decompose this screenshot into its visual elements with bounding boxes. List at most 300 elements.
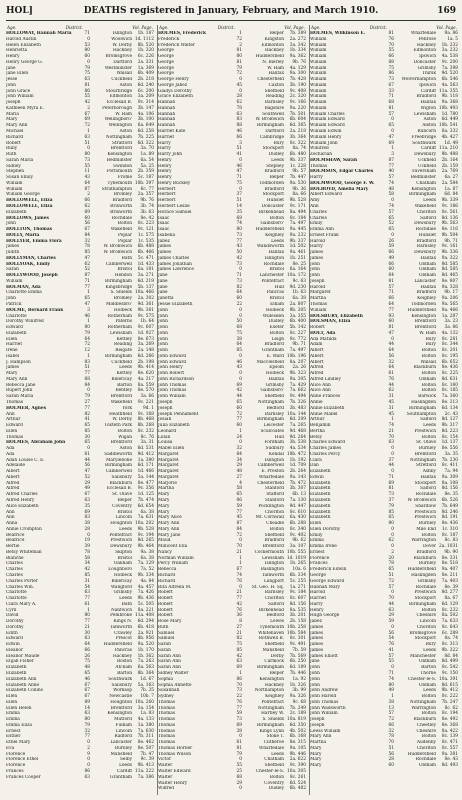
- entry-name: Arthur: [310, 417, 325, 423]
- entry-vol-page: 6d. 129: [441, 601, 458, 607]
- entry-vol-page: 8e. 315: [289, 740, 306, 746]
- entry-age: 81: [236, 59, 242, 65]
- entry-district: Holbeck: [113, 572, 132, 578]
- entry-name: William: [310, 77, 327, 83]
- entry-name: Harry John: [158, 152, 183, 158]
- entry-vol-page: 8a. 74: [292, 146, 306, 152]
- entry-name: Robert: [158, 601, 173, 607]
- entry-name: John: [6, 296, 16, 302]
- entry-vol-page: 3b. 483: [289, 405, 306, 411]
- entry-name: Kathleen Myra E.: [6, 105, 45, 111]
- entry-vol-page: 9c. 314: [137, 100, 154, 106]
- entry-district: Lewes: [270, 619, 284, 625]
- entry-age: 42: [236, 388, 242, 394]
- entry-district: Brentford: [110, 705, 132, 711]
- entry-vol-page: 8d. 631: [441, 376, 458, 382]
- entry-name: Isabella: [158, 232, 176, 238]
- entry-district: Rotherham: [107, 325, 132, 331]
- entry-vol-page: 9d. 264: [289, 434, 306, 440]
- entry-district: Saddleworth: [104, 451, 132, 457]
- entry-name: James: [158, 244, 172, 250]
- entry-district: Bradford: [416, 238, 436, 244]
- entry-district: Birmingham: [257, 417, 284, 423]
- entry-vol-page: 3a. 70: [140, 146, 154, 152]
- entry-district: W. Ham: [419, 330, 436, 336]
- entry-vol-page: 1c. 535: [137, 238, 154, 244]
- entry-district: Woolwich: [111, 36, 132, 42]
- entry-vol-page: 9c. 68: [292, 699, 306, 705]
- entry-age: 71: [388, 670, 394, 676]
- entry-vol-page: 8d. 127: [441, 417, 458, 423]
- entry-vol-page: 8d. 223: [441, 428, 458, 434]
- entry-age: 3: [391, 152, 394, 158]
- entry-vol-page: 3a. 271: [137, 273, 154, 279]
- entry-district: Blackburn: [413, 365, 436, 371]
- entry-district: Grimsby: [113, 590, 132, 596]
- entry-name: John Thomas: [310, 699, 339, 705]
- entry-district: Nantwich: [110, 607, 132, 613]
- entry-district: Gainsboro': [260, 388, 284, 394]
- entry-age: 57: [388, 111, 394, 117]
- entry-age: 57: [388, 584, 394, 590]
- entry-age: 0: [391, 526, 394, 532]
- entry-vol-page: 6b. 466: [137, 250, 154, 256]
- entry-name: Winifred: [310, 146, 329, 152]
- entry-age: 52: [84, 474, 90, 480]
- entry-name: Harry: [310, 244, 323, 250]
- entry-name: Thomas: [158, 728, 176, 734]
- entry-vol-page: 4a. 317: [137, 376, 154, 382]
- entry-vol-page: 8a. 221: [137, 607, 154, 613]
- entry-name: Joseph: [310, 717, 325, 723]
- entry-name: Edward: [6, 636, 23, 642]
- entry-district: Oldham: [418, 682, 436, 688]
- entry-age: 85: [236, 348, 242, 354]
- entry-name: Sarah: [6, 267, 19, 273]
- entry-vol-page: 9a. 530: [289, 180, 306, 186]
- entry-district: Mt. Cornwall: [255, 515, 284, 521]
- entry-district: Pembroke: [110, 613, 132, 619]
- entry-age: 69: [388, 140, 394, 146]
- entry-district: Chesterfield: [257, 480, 284, 486]
- entry-age: 27: [236, 624, 242, 630]
- entry-vol-page: 6d. 171: [137, 463, 154, 469]
- entry-name: Ada: [6, 446, 15, 452]
- entry-vol-page: 8c. 194: [441, 711, 458, 717]
- entry-vol-page: 9b. 528: [289, 198, 306, 204]
- entry-name: Thomas: [158, 699, 176, 705]
- entry-district: Reading: [114, 342, 132, 348]
- entry-vol-page: 9c. 39: [140, 757, 154, 763]
- entry-vol-page: 6b. 400: [289, 319, 306, 325]
- entry-district: Hackney: [264, 48, 284, 54]
- entry-age: 69: [236, 722, 242, 728]
- entry-district: Dartford: [113, 59, 132, 65]
- entry-name: James: [310, 255, 324, 261]
- entry-age: 60: [388, 267, 394, 273]
- entry-age: 77: [84, 371, 90, 377]
- entry-age: 71: [388, 94, 394, 100]
- entry-name: HOLMES, Abraham John: [6, 440, 66, 446]
- entry-name: Dorothy: [6, 624, 24, 630]
- entry-vol-page: 6c. 289: [441, 630, 458, 636]
- entry-name: Mary: [6, 371, 18, 377]
- entry-age: 60: [388, 763, 394, 769]
- entry-vol-page: 9b. 413: [137, 763, 154, 769]
- entry-district: Sculcoates: [260, 428, 284, 434]
- entry-age: 67: [84, 688, 90, 694]
- entry-name: HOLLTON, Thomas: [6, 227, 53, 233]
- entry-age: 80: [236, 227, 242, 233]
- entry-district: Chorlton: [416, 209, 436, 215]
- entry-name: HOLMAN, Ada: [6, 284, 41, 290]
- entry-name: Victor: [158, 757, 172, 763]
- entry-age: 0: [391, 446, 394, 452]
- entry-vol-page: 10b. 584: [286, 630, 306, 636]
- entry-vol-page: 1a. 89: [140, 152, 154, 158]
- entry-name: Frederick: [158, 36, 180, 42]
- entry-district: Haslingden: [411, 572, 436, 578]
- entry-vol-page: 7a. 403: [441, 578, 458, 584]
- entry-district: W. Bromwich: [103, 250, 132, 256]
- entry-age: 67: [84, 227, 90, 233]
- entry-vol-page: 8d. 585: [441, 267, 458, 273]
- entry-district: Bury: [425, 336, 436, 342]
- entry-age: 84: [84, 232, 90, 238]
- entry-vol-page: 8c. 232: [441, 607, 458, 613]
- entry-district: Crawley: [114, 630, 132, 636]
- entry-district: Cambridge: [259, 134, 284, 140]
- entry-name: Isaac: [158, 215, 170, 221]
- entry-name: Albert Edward: [310, 192, 342, 198]
- page-number: 169: [437, 6, 456, 16]
- entry-name: Harriet: [158, 134, 175, 140]
- entry-district: Kingsbridge: [105, 284, 132, 290]
- entry-district: S. Shields: [262, 717, 284, 723]
- entry-district: Coventry: [112, 503, 132, 509]
- entry-age: 65: [236, 492, 242, 498]
- entry-age: 52: [84, 267, 90, 273]
- entry-age: 28: [388, 757, 394, 763]
- entry-vol-page: 8c. 411: [441, 463, 458, 469]
- entry-name: Sarah Maria: [6, 157, 34, 163]
- entry-name: Henry: [158, 169, 172, 175]
- entry-name: Irene: [6, 348, 18, 354]
- entry-name: John Robert: [158, 371, 185, 377]
- entry-name: Elizabeth: [310, 509, 331, 515]
- entry-name: Ann: [6, 509, 15, 515]
- entry-name: John: [158, 325, 168, 331]
- entry-district: Tynemouth: [107, 180, 132, 186]
- entry-district: Southampton: [406, 411, 436, 417]
- entry-age: 45: [388, 411, 394, 417]
- entry-age: 63: [84, 711, 90, 717]
- entry-district: Cheshire: [416, 728, 436, 734]
- entry-name: Rita Alfreda M.: [158, 584, 192, 590]
- entry-vol-page: 6b. 418: [137, 624, 154, 630]
- entry-vol-page: 3b. 147: [137, 105, 154, 111]
- entry-name: Julia Elizabeth: [158, 423, 190, 429]
- entry-vol-page: 9a. 300: [289, 71, 306, 77]
- entry-vol-page: 7b. 649: [441, 503, 458, 509]
- entry-age: 85: [84, 572, 90, 578]
- entry-vol-page: 6d. 84: [444, 192, 458, 198]
- entry-age: 49: [388, 255, 394, 261]
- entry-district: Islington: [112, 31, 132, 36]
- entry-name: HOLMES, Frederick: [158, 31, 206, 36]
- entry-district: Carmock: [264, 659, 284, 665]
- entry-vol-page: 9d. 230: [289, 284, 306, 290]
- entry-vol-page: 7a. 398: [441, 65, 458, 71]
- entry-vol-page: 1d. 502: [289, 244, 306, 250]
- entry-district: Leeds: [119, 526, 132, 532]
- entry-district: Doncaster: [261, 203, 284, 209]
- entry-vol-page: 10a. 144: [287, 411, 306, 417]
- entry-vol-page: 9d. 1: [143, 405, 154, 411]
- entry-district: Rochdale: [111, 215, 132, 221]
- header-rule: [6, 20, 456, 21]
- entry-age: 26: [84, 653, 90, 659]
- entry-age: 76: [388, 642, 394, 648]
- entry-district: Exeter: [269, 325, 284, 331]
- entry-name: Charlotte: [6, 313, 27, 319]
- entry-vol-page: 1b. 320: [137, 48, 154, 54]
- entry-district: Southwell: [262, 111, 284, 117]
- entry-vol-page: 9c. 166: [289, 100, 306, 106]
- entry-district: Bromsgrove: [105, 54, 132, 60]
- entry-name: William Edward: [310, 117, 345, 123]
- entry-district: Dudley: [268, 786, 284, 792]
- entry-name: Robert: [310, 325, 325, 331]
- entry-vol-page: 7b. 569: [289, 653, 306, 659]
- entry-vol-page: 10a. 305: [287, 769, 306, 774]
- entry-age: 32: [236, 446, 242, 452]
- entry-vol-page: 8d. 277: [441, 590, 458, 596]
- entry-name: George: [158, 48, 174, 54]
- entry-name: Richard: [158, 572, 176, 578]
- entry-name: Patrick: [6, 301, 22, 307]
- entry-age: 79: [236, 751, 242, 757]
- entry-district: Bolton: [269, 330, 284, 336]
- entry-name: George Henry: [158, 77, 189, 83]
- entry-age: 1: [87, 607, 90, 613]
- entry-vol-page: 8e. 477: [137, 480, 154, 486]
- entry-age: 63: [84, 636, 90, 642]
- entry-vol-page: 8e. 556: [441, 446, 458, 452]
- entry-vol-page: 9c. 491: [289, 642, 306, 648]
- entry-age: 84: [236, 451, 242, 457]
- entry-vol-page: 9b. 323: [289, 371, 306, 377]
- entry-district: Dudley: [268, 319, 284, 325]
- entry-district: Bristol: [117, 267, 132, 273]
- entry-vol-page: 2a. 584: [441, 180, 458, 186]
- entry-name: Sarah Maria: [6, 394, 34, 400]
- entry-age: 73: [236, 261, 242, 267]
- entry-district: Grantham: [110, 774, 132, 780]
- entry-vol-page: 1a. 271: [289, 584, 306, 590]
- entry-age: 53: [84, 42, 90, 48]
- entry-vol-page: 8c. 542: [441, 665, 458, 671]
- entry-name: HOLLOWAY, Hannah Maria: [6, 31, 72, 36]
- entry-age: 30: [84, 434, 90, 440]
- entry-age: 63: [84, 134, 90, 140]
- entry-name: John Andrew: [310, 688, 339, 694]
- entry-name: Elizabeth: [310, 498, 331, 504]
- entry-district: Rochdale: [415, 757, 436, 763]
- entry-district: Stafford: [266, 492, 284, 498]
- entry-name: Rebecca Jane: [6, 382, 36, 388]
- entry-vol-page: 8b. 364: [137, 670, 154, 676]
- entry-district: Prestwich: [414, 590, 436, 596]
- entry-name: Ann: [6, 411, 15, 417]
- entry-name: William: [310, 42, 327, 48]
- entry-name: Jane: [158, 290, 168, 296]
- entry-vol-page: 9a. 232: [289, 232, 306, 238]
- entry-age: 72: [236, 36, 242, 42]
- entry-name: Rupert John: [6, 388, 33, 394]
- entry-name: John: [310, 676, 320, 682]
- entry-district: Atcham: [115, 665, 132, 671]
- entry-district: Kettley: [116, 336, 132, 342]
- entry-district: Barnsley: [264, 590, 284, 596]
- entry-vol-page: 9c. 390: [289, 763, 306, 769]
- entry-age: 46: [84, 676, 90, 682]
- entry-age: 69: [84, 209, 90, 215]
- entry-name: Robert: [6, 140, 21, 146]
- entry-district: Birmingham: [257, 123, 284, 129]
- entry-vol-page: 3b. 364: [289, 134, 306, 140]
- entry-vol-page: 8c. 185: [441, 388, 458, 394]
- entry-name: George: [310, 572, 326, 578]
- entry-vol-page: 6b. 480: [289, 152, 306, 158]
- entry-age: 46: [236, 129, 242, 135]
- register-column-1: [6, 25, 154, 795]
- entry-age: 65: [84, 440, 90, 446]
- entry-age: 44: [84, 457, 90, 463]
- entry-age: 55: [388, 659, 394, 665]
- entry-age: 58: [236, 486, 242, 492]
- entry-vol-page: 10a. 172: [287, 273, 306, 279]
- entry-vol-page: 8c. 607: [289, 596, 306, 602]
- entry-district: Brentford: [110, 146, 132, 152]
- entry-age: 0: [239, 77, 242, 83]
- entry-vol-page: 9a. 445: [289, 227, 306, 233]
- entry-vol-page: 6d. 266: [137, 353, 154, 359]
- entry-district: Hackney: [264, 682, 284, 688]
- entry-name: John: [6, 82, 16, 88]
- entry-district: Islington: [264, 255, 284, 261]
- entry-vol-page: 8d. 615: [441, 682, 458, 688]
- entry-district: Cheadle: [266, 521, 284, 527]
- entry-name: Emma: [6, 717, 20, 723]
- entry-district: Birkenhead: [258, 209, 284, 215]
- entry-name: John William: [310, 711, 338, 717]
- entry-district: Wangford: [110, 584, 132, 590]
- entry-name: Emma Irene: [310, 544, 337, 550]
- entry-age: 86: [236, 498, 242, 504]
- entry-vol-page: 7b. 35: [140, 688, 154, 694]
- entry-age: 0: [239, 157, 242, 163]
- entry-name: Nancy: [158, 549, 172, 555]
- entry-name: Gladys Dorothy: [158, 88, 192, 94]
- entry-age: 31: [388, 394, 394, 400]
- entry-district: Kings N.: [113, 619, 132, 625]
- entry-district: Dover: [422, 544, 436, 550]
- entry-district: Ipswich: [419, 82, 436, 88]
- entry-name: Walter Henry: [158, 780, 188, 786]
- entry-vol-page: 9b. 57: [292, 169, 306, 175]
- entry-age: 64: [388, 273, 394, 279]
- entry-age: 64: [236, 342, 242, 348]
- entry-age: 55: [84, 163, 90, 169]
- entry-vol-page: 2a. 921: [137, 630, 154, 636]
- entry-district: Doncaster: [413, 59, 436, 65]
- entry-district: N. Bierley: [262, 59, 284, 65]
- entry-name: Thomas: [6, 400, 24, 405]
- entry-name: Robert: [158, 590, 173, 596]
- entry-name: William Charles: [310, 111, 345, 117]
- entry-vol-page: 7b. 247: [441, 699, 458, 705]
- entry-age: 87: [84, 186, 90, 192]
- entry-name: Edwin: [310, 474, 324, 480]
- entry-district: Bolton: [117, 428, 132, 434]
- entry-district: Grimsby: [417, 65, 436, 71]
- entry-name: William Edward: [310, 123, 345, 129]
- entry-name: Elizabeth: [310, 469, 331, 475]
- entry-vol-page: 2c. 189: [289, 711, 306, 717]
- entry-name: Jane: [158, 273, 168, 279]
- entry-vol-page: 8c. 610: [289, 509, 306, 515]
- entry-age: 45: [236, 515, 242, 521]
- entry-district: Bolton: [421, 734, 436, 740]
- entry-age: 85: [388, 509, 394, 515]
- entry-vol-page: 9c. 575: [137, 313, 154, 319]
- entry-name: Hannah: [158, 123, 176, 129]
- entry-age: 60: [236, 405, 242, 411]
- entry-age: 57: [388, 653, 394, 659]
- entry-age: 77: [236, 417, 242, 423]
- entry-name: Ellen: [6, 694, 18, 700]
- entry-district: Camberwell: [105, 261, 132, 267]
- entry-name: Jane: [6, 65, 16, 71]
- entry-district: Billericay: [111, 376, 132, 382]
- entry-name: Sarah: [158, 647, 171, 653]
- entry-district: Grimsby: [265, 382, 284, 388]
- entry-name: Henry: [158, 157, 172, 163]
- entry-age: 73: [236, 688, 242, 694]
- entry-name: Thomas: [158, 711, 176, 717]
- entry-district: Brentford: [110, 394, 132, 400]
- entry-age: 56: [388, 751, 394, 757]
- entry-district: Bradford: [112, 198, 132, 204]
- entry-vol-page: 8a. 494: [289, 209, 306, 215]
- entry-vol-page: 10b. 493: [438, 105, 458, 111]
- entry-district: Salford: [420, 417, 436, 423]
- entry-vol-page: 9b. 414: [137, 365, 154, 371]
- entry-age: 0: [239, 376, 242, 382]
- entry-name: Elizabeth: [6, 665, 27, 671]
- entry-vol-page: 6b. 13: [292, 492, 306, 498]
- entry-district: Tamworth: [262, 572, 284, 578]
- entry-age: 36: [236, 613, 242, 619]
- entry-vol-page: 1b. 187: [137, 31, 154, 36]
- entry-name: Thomas: [158, 740, 176, 746]
- entry-district: Stanford: [265, 486, 284, 492]
- entry-age: 65: [84, 296, 90, 302]
- entry-name: Elizabeth Anne: [6, 682, 40, 688]
- entry-district: Bedford: [266, 405, 284, 411]
- entry-vol-page: 6a. 181: [137, 267, 154, 273]
